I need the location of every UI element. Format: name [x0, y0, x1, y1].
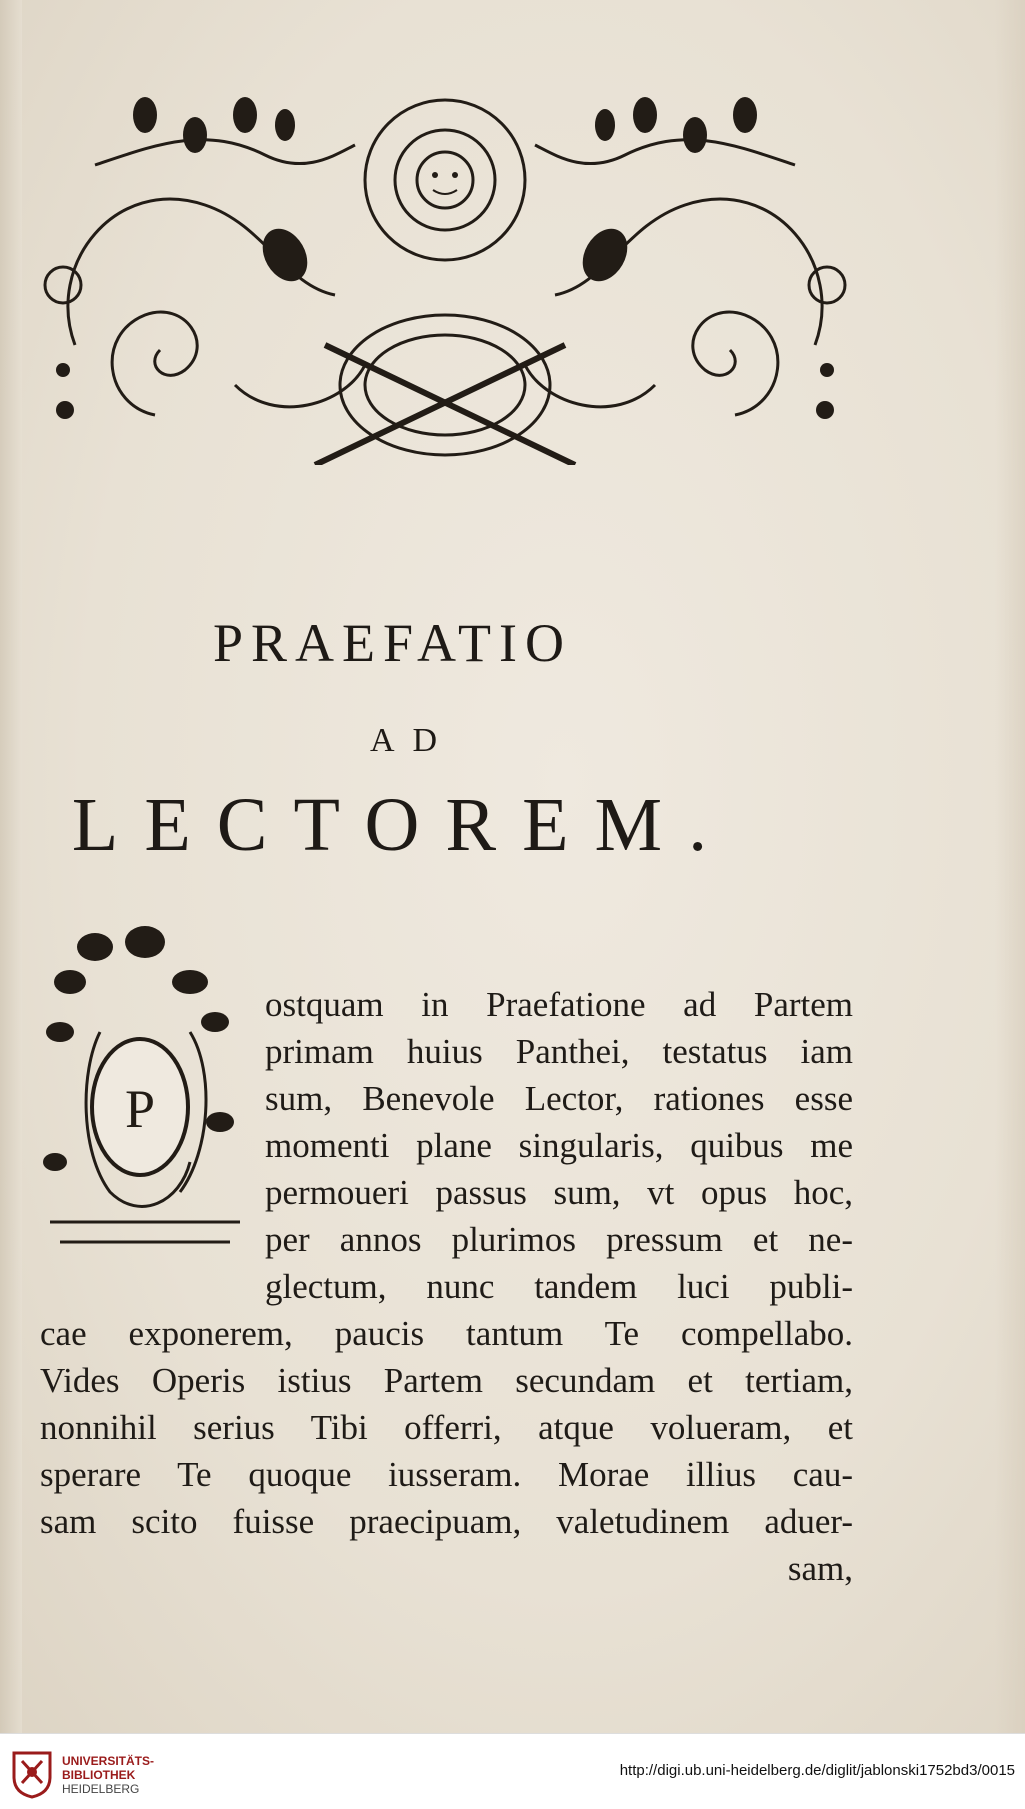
text-line-9: Vides Operis istius Partem secundam et tertiam,: [40, 1361, 853, 1400]
logo-text-line-2: BIBLIOTHEK: [62, 1768, 136, 1782]
text-line-7: glectum, nunc tandem luci publi-: [265, 1267, 853, 1306]
text-line-6: per annos plurimos pressum et ne-: [265, 1220, 853, 1259]
text-line-8: cae exponerem, paucis tantum Te compellabo.: [40, 1314, 853, 1353]
title-lectorem: LECTOREM.: [71, 783, 734, 867]
text-line-1: ostquam in Praefatione ad Partem: [265, 985, 853, 1024]
source-url-link[interactable]: http://digi.ub.uni-heidelberg.de/diglit/jablonski1752bd3/0015: [619, 1762, 1015, 1779]
text-line-3: sum, Benevole Lector, rationes esse: [265, 1079, 853, 1118]
text-line-2: primam huius Panthei, testatus iam: [265, 1032, 853, 1071]
text-line-12: sam scito fuisse praecipuam, valetudinem aduer-: [40, 1502, 853, 1541]
text-line-10: nonnihil serius Tibi offerri, atque volueram, et: [40, 1408, 853, 1447]
page-right-shadow: [995, 0, 1025, 1733]
logo-text-line-1: UNIVERSITÄTS-: [62, 1754, 155, 1768]
university-seal-icon: [8, 1747, 56, 1799]
catchword: sam,: [787, 1549, 853, 1588]
title-praefatio: PRAEFATIO: [212, 613, 573, 673]
text-line-5: permoueri passus sum, vt opus hoc,: [265, 1173, 853, 1212]
initial-letter: P: [124, 1079, 156, 1139]
headpiece-ornament: [35, 85, 855, 465]
title-ad: AD: [369, 722, 456, 759]
text-line-11: sperare Te quoque iusseram. Morae illius cau-: [40, 1455, 853, 1494]
text-line-4: momenti plane singularis, quibus me: [265, 1126, 853, 1165]
viewer-footer: [0, 1733, 1025, 1809]
decorated-initial: [40, 922, 250, 1262]
logo-text-line-3: HEIDELBERG: [62, 1782, 140, 1796]
